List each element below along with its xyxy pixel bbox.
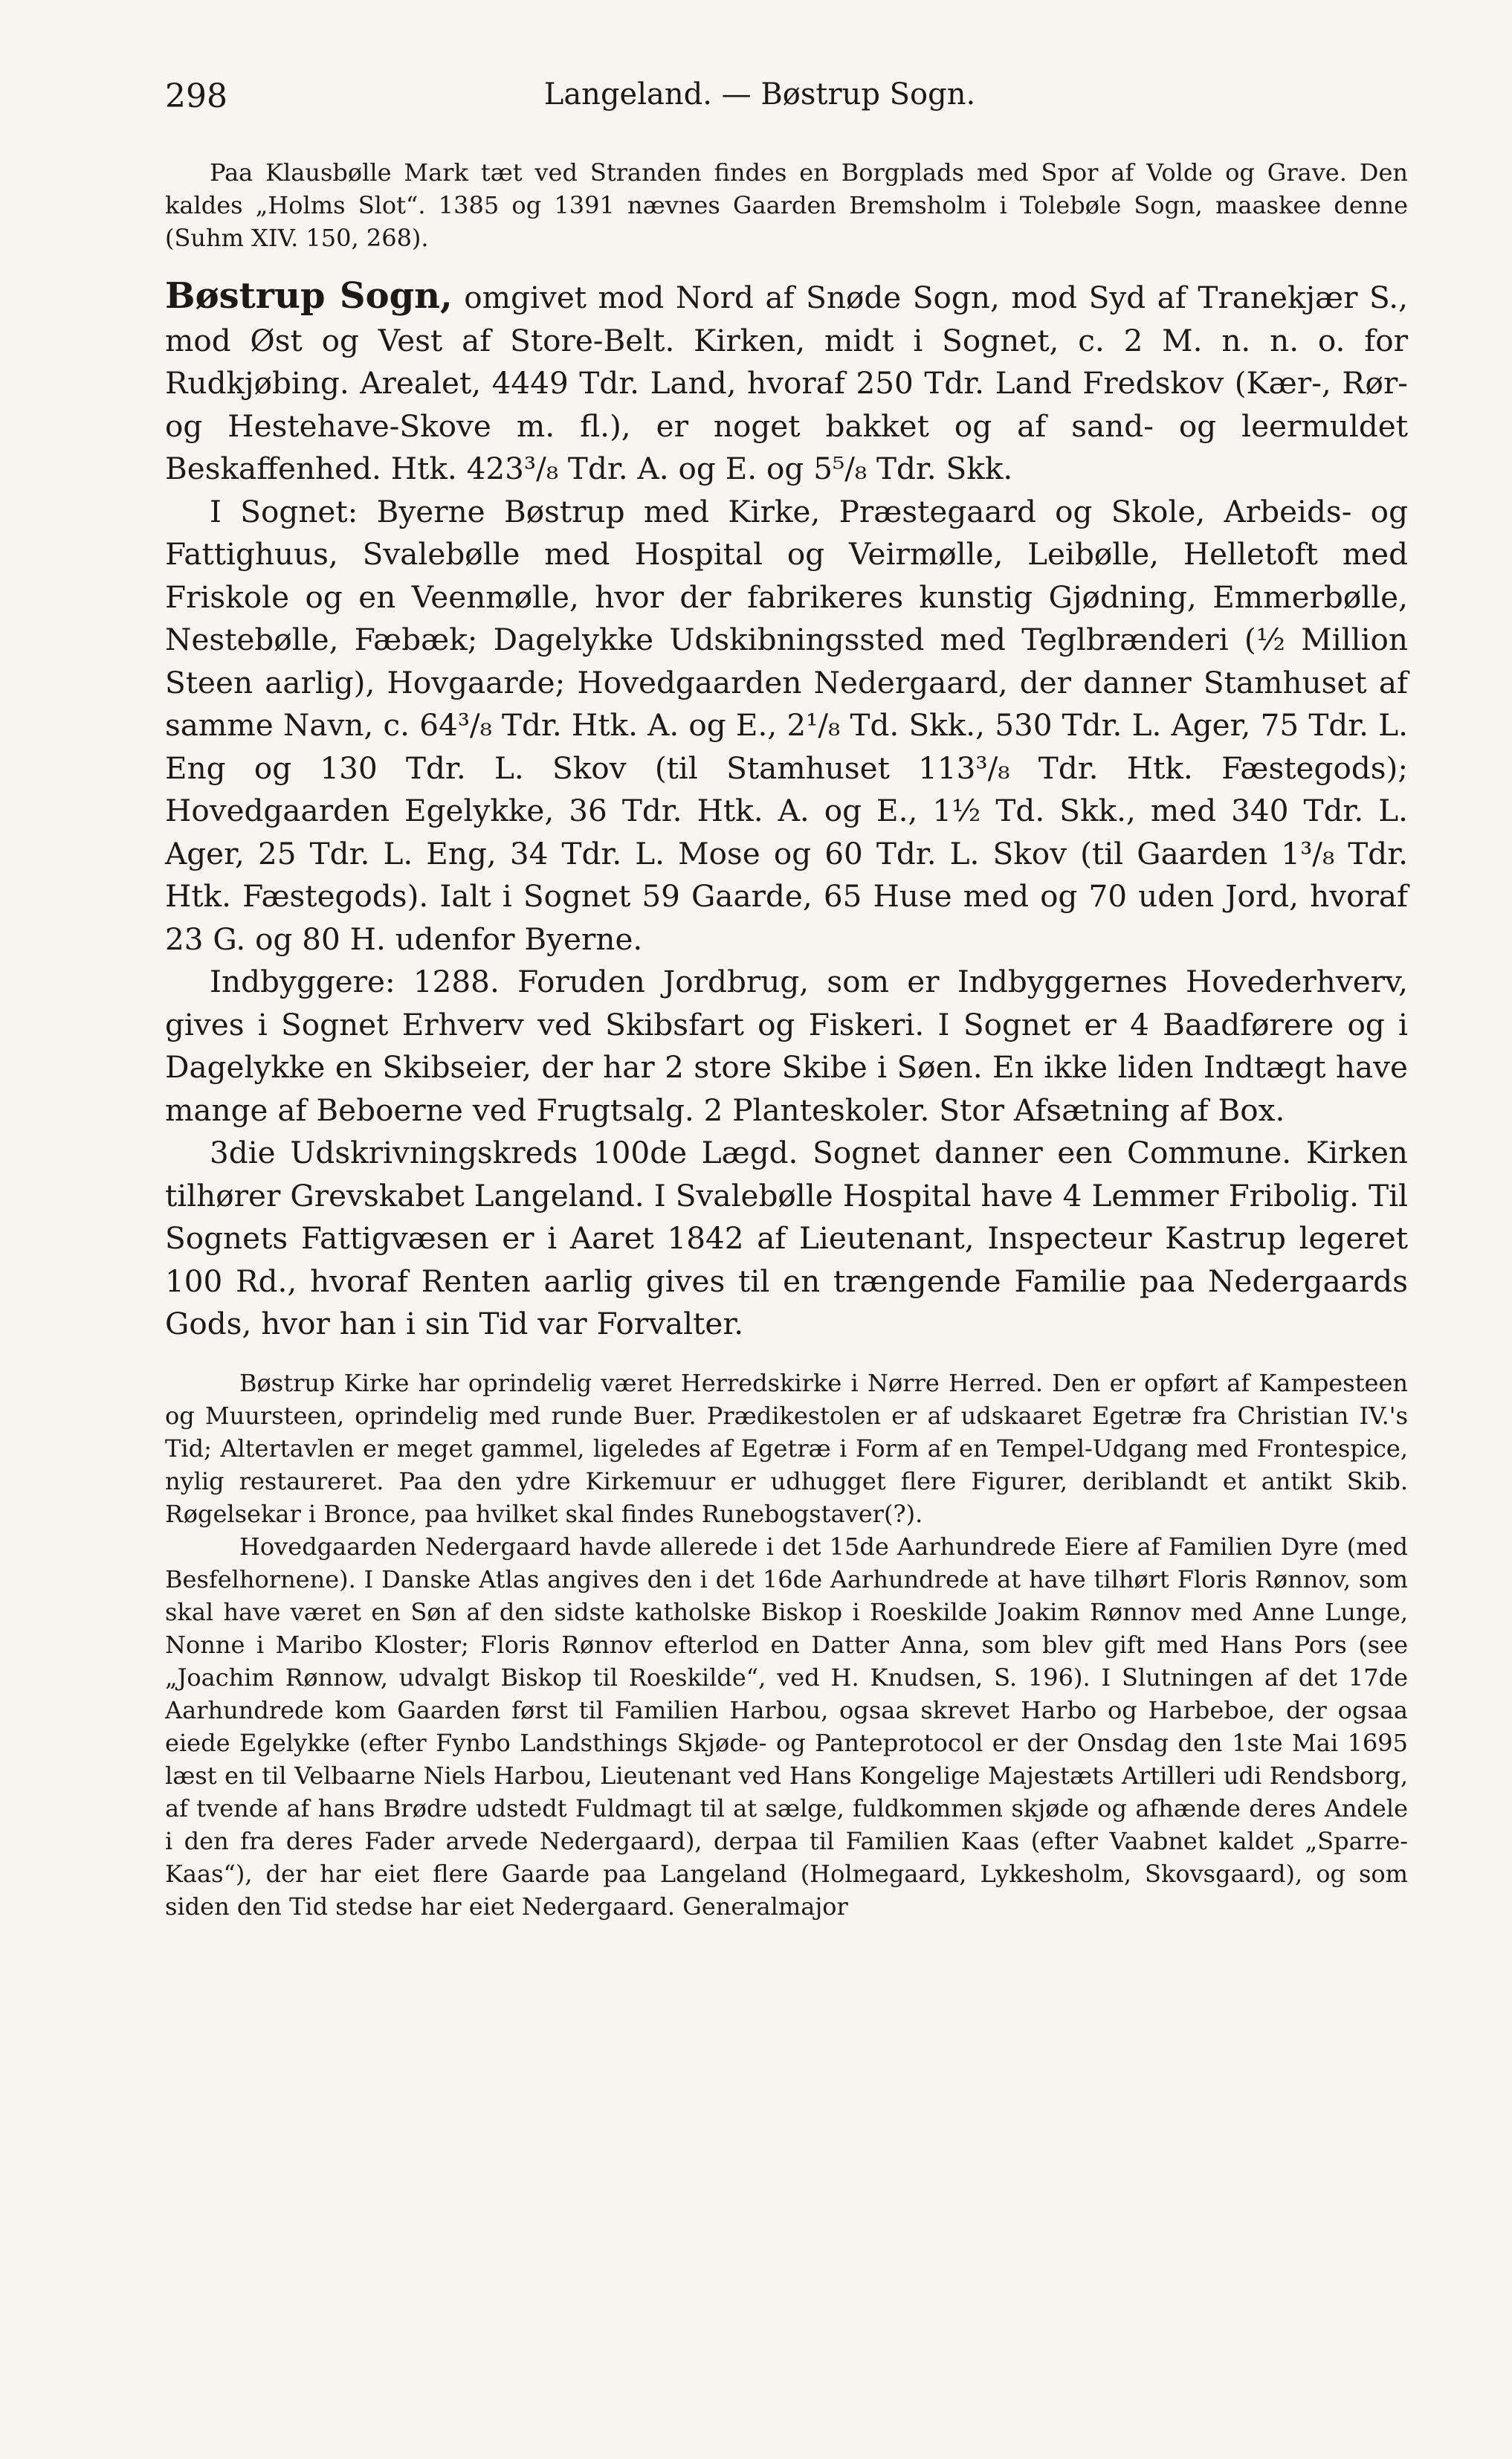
district-paragraph: 3die Udskrivningskreds 100de Lægd. Sognet danner een Commune. Kirken tilhører Grevskabet Langeland. I Svalebølle Hospital have 4 Lemmer Fribolig. Til Sognets Fattigvæsen er i Aaret 1842 af Lieutenant, Inspecteur Kastrup legeret 100 Rd., hvoraf Renten aarlig gives til en trængende Familie paa Nedergaards Gods, hvor han i sin Tid var Forvalter. <box>165 1135 1408 1341</box>
body-text <box>165 156 1408 1923</box>
parish-intro: omgivet mod Nord af Snøde Sogn, mod Syd af Tranekjær S., mod Øst og Vest af Store-Belt. Kirken, midt i Sognet, c. 2 M. n. n. o. for Rudkjøbing. Arealet, 4449 Tdr. Land, hvoraf 250 Tdr. Land Fredskov (Kær-, Rør- og Hestehave-Skove m. fl.), er noget bakket og af sand- og leermuldet Beskaffenhed. Htk. 423³/₈ Tdr. A. og E. og 5⁵/₈ Tdr. Skk. <box>165 280 1409 486</box>
note-nedergaard: Hovedgaarden Nedergaard havde allerede i det 15de Aarhundrede Eiere af Familien Dyre (med Besfelhornene). I Danske Atlas angives den i det 16de Aarhundrede at have tilhørt Floris Rønnov, som skal have været en Søn af den sidste katholske Biskop i Roeskilde Joakim Rønnov med Anne Lunge, Nonne i Maribo Kloster; Floris Rønnov efterlod en Datter Anna, som blev gift med Hans Pors (see „Joachim Rønnow, udvalgt Biskop til Roeskilde“, ved H. Knudsen, S. 196). I Slutningen af det 17de Aarhundrede kom Gaarden først til Familien Harbou, ogsaa skrevet Harbo og Harbeboe, der ogsaa eiede Egelykke (efter Fynbo Landsthings Skjøde- og Panteprotocol er der Onsdag den 1ste Mai 1695 læst en til Velbaarne Niels Harbou, Lieutenant ved Hans Kongelige Majestæts Artilleri udi Rendsborg, af tvende af hans Brødre udstedt Fuldmagt til at sælge, fuldkommen skjøde og afhænde deres Andele i den fra deres Fader arvede Nedergaard), derpaa til Familien Kaas (efter Vaabnet kaldet „Sparre-Kaas“), der har eiet flere Gaarde paa Langeland (Holmegaard, Lykkesholm, Skovsgaard), og som siden den Tid stedse har eiet Nedergaard. Generalmajor <box>165 1532 1408 1921</box>
villages-paragraph: I Sognet: Byerne Bøstrup med Kirke, Præstegaard og Skole, Arbeids- og Fattighuus, Svalebølle med Hospital og Veirmølle, Leibølle, Helletoft med Friskole og en Veenmølle, hvor der fabrikeres kunstig Gjødning, Emmerbølle, Nestebølle, Fæbæk; Dagelykke Udskibningssted med Teglbrænderi (½ Million Steen aarlig), Hovgaarde; Hovedgaarden Nedergaard, der danner Stamhuset af samme Navn, c. 64³/₈ Tdr. Htk. A. og E., 2¹/₈ Td. Skk., 530 Tdr. L. Ager, 75 Tdr. L. Eng og 130 Tdr. L. Skov (til Stamhuset 113³/₈ Tdr. Htk. Fæstegods); Hovedgaarden Egelykke, 36 Tdr. Htk. A. og E., 1½ Td. Skk., med 340 Tdr. L. Ager, 25 Tdr. L. Eng, 34 Tdr. L. Mose og 60 Tdr. L. Skov (til Gaarden 1³/₈ Tdr. Htk. Fæstegods). Ialt i Sognet 59 Gaarde, 65 Huse med og 70 uden Jord, hvoraf 23 G. og 80 H. udenfor Byerne. <box>165 493 1408 957</box>
running-title: Langeland. — Bøstrup Sogn. <box>543 77 976 112</box>
footnotes <box>165 1367 1408 1923</box>
page-header <box>165 77 1354 122</box>
parish-title: Bøstrup Sogn, <box>165 275 453 317</box>
note-church: Bøstrup Kirke har oprindelig været Herredskirke i Nørre Herred. Den er opført af Kampesteen og Muursteen, oprindelig med runde Buer. Prædikestolen er af udskaaret Egetræ fra Christian IV.'s Tid; Altertavlen er meget gammel, ligeledes af Egetræ i Form af en Tempel-Udgang med Frontespice, nylig restaureret. Paa den ydre Kirkemuur er udhugget flere Figurer, deriblandt et antikt Skib. Røgelsekar i Bronce, paa hvilket skal findes Runebogstaver(?). <box>165 1368 1408 1528</box>
page-number: 298 <box>165 77 227 115</box>
top-paragraph: Paa Klausbølle Mark tæt ved Stranden findes en Borgplads med Spor af Volde og Grave. Den kaldes „Holms Slot“. 1385 og 1391 nævnes Gaarden Bremsholm i Tolebøle Sogn, maaskee denne (Suhm XIV. 150, 268). <box>165 158 1408 252</box>
parish-intro-paragraph <box>165 275 1408 491</box>
inhabitants-paragraph: Indbyggere: 1288. Foruden Jordbrug, som er Indbyggernes Hovederhverv, gives i Sognet Erhverv ved Skibsfart og Fiskeri. I Sognet er 4 Baadførere og i Dagelykke en Skibseier, der har 2 store Skibe i Søen. En ikke liden Indtægt have mange af Beboerne ved Frugtsalg. 2 Planteskoler. Stor Afsætning af Box. <box>165 964 1408 1128</box>
